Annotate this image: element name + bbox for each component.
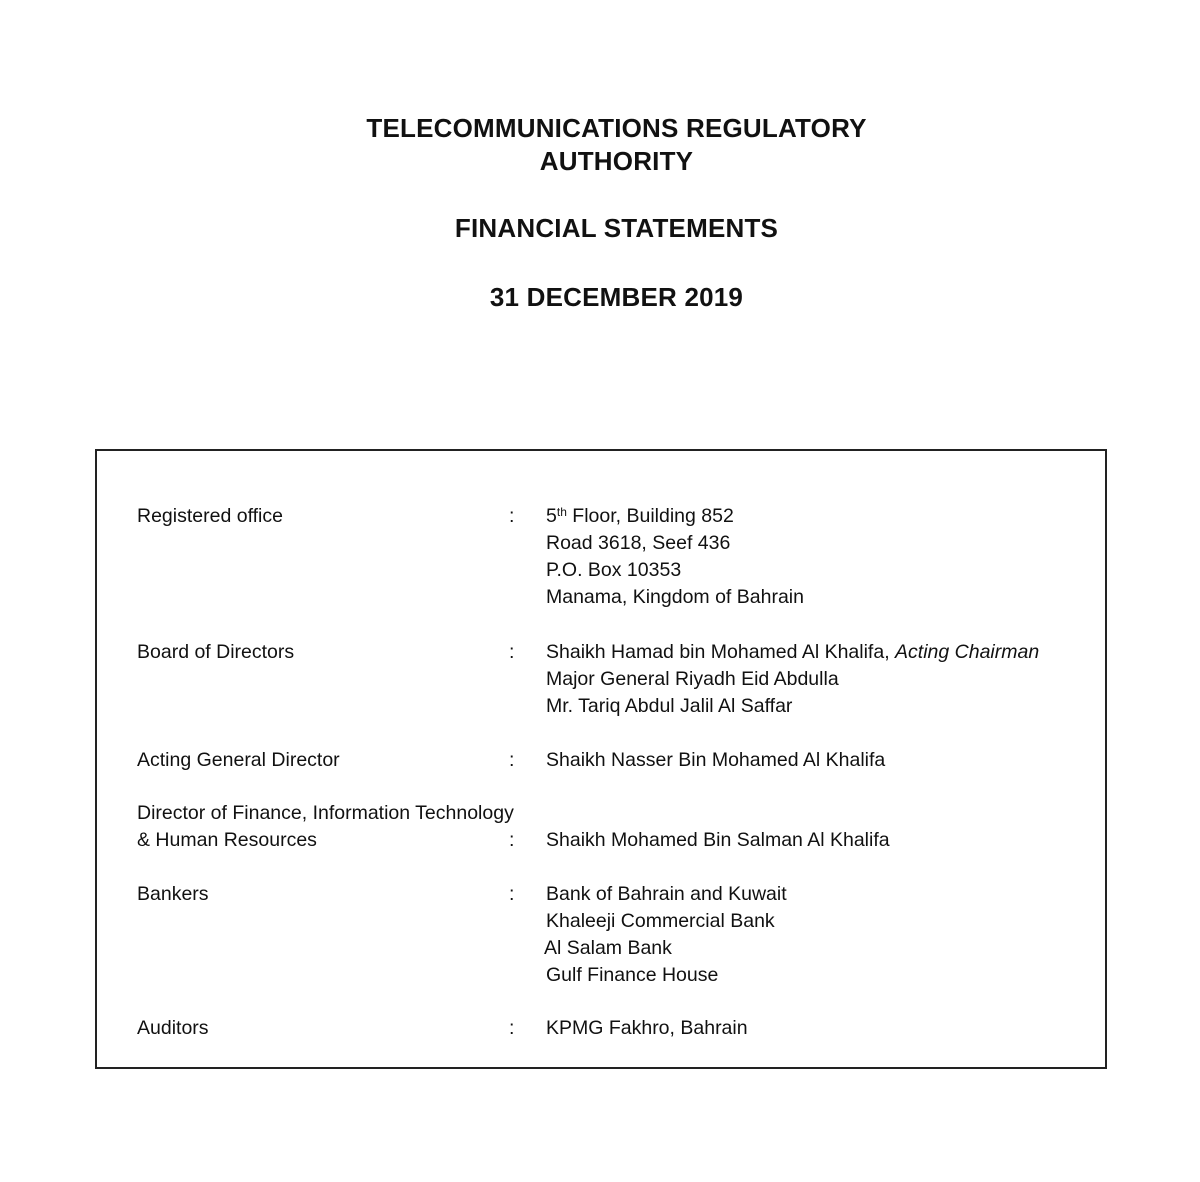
finance-director-name: Shaikh Mohamed Bin Salman Al Khalifa: [546, 829, 890, 851]
finance-director-label: Director of Finance, Information Technology & Human Resources: [137, 802, 514, 851]
address-line: 5th Floor, Building 852: [546, 505, 734, 527]
title-line-1: TELECOMMUNICATIONS REGULATORY: [366, 113, 867, 143]
entity-info-box: [95, 449, 1107, 1069]
auditors-name: KPMG Fakhro, Bahrain: [546, 1017, 748, 1039]
registered-office-address: [546, 503, 1106, 611]
address-line: P.O. Box 10353: [546, 559, 682, 581]
colon-separator: :: [509, 749, 515, 771]
bank-name: Gulf Finance House: [546, 964, 719, 986]
bank-name: Khaleeji Commercial Bank: [546, 910, 775, 932]
general-director-name: Shaikh Nasser Bin Mohamed Al Khalifa: [546, 749, 886, 771]
colon-separator: :: [509, 505, 515, 527]
bank-name: Al Salam Bank: [544, 937, 672, 959]
board-member: Shaikh Hamad bin Mohamed Al Khalifa, Acting Chairman: [546, 641, 1040, 663]
statement-subtitle: FINANCIAL STATEMENTS: [454, 213, 779, 243]
registered-office-label: Registered office: [137, 505, 283, 527]
colon-separator: :: [509, 641, 515, 663]
bankers-list: [546, 881, 1106, 989]
address-line: Manama, Kingdom of Bahrain: [546, 586, 804, 608]
board-member: Major General Riyadh Eid Abdulla: [546, 668, 839, 690]
board-of-directors-label: Board of Directors: [137, 641, 295, 663]
colon-separator: :: [509, 829, 515, 851]
board-members: [546, 639, 1106, 720]
title-line-2: AUTHORITY: [539, 146, 694, 176]
address-line: Road 3618, Seef 436: [546, 532, 731, 554]
colon-separator: :: [509, 883, 515, 905]
general-director-label: Acting General Director: [137, 749, 340, 771]
auditors-label: Auditors: [137, 1017, 209, 1039]
colon-separator: :: [509, 1017, 515, 1039]
statement-date: 31 DECEMBER 2019: [489, 282, 744, 312]
bankers-label: Bankers: [137, 883, 209, 905]
chairman-role: Acting Chairman: [895, 641, 1040, 663]
board-member: Mr. Tariq Abdul Jalil Al Saffar: [546, 695, 793, 717]
bank-name: Bank of Bahrain and Kuwait: [546, 883, 787, 905]
